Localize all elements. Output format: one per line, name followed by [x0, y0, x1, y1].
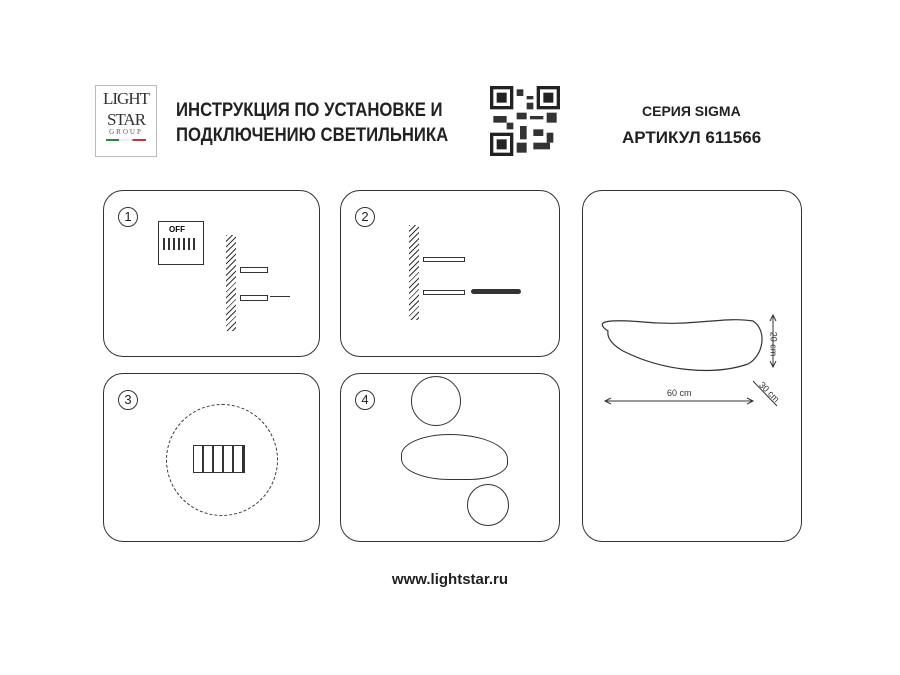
width-dimension: 60 cm: [667, 388, 692, 398]
terminal-block-detail: [166, 404, 278, 516]
step-3-panel: [103, 373, 320, 542]
dowel-illustration: [240, 267, 268, 273]
height-dimension: 20 cm: [768, 331, 779, 357]
depth-dimension: 30 cm: [757, 379, 782, 405]
screwdriver-icon: [471, 289, 521, 294]
wall-illustration: [409, 225, 419, 320]
lightstar-logo: [95, 85, 157, 157]
dimensions-panel: [582, 190, 802, 542]
lamp-outline-illustration: [583, 191, 801, 541]
screw-illustration: [423, 290, 465, 295]
arrow-icon: [270, 296, 290, 297]
fixing-detail-illustration: [467, 484, 509, 526]
switch-panel-illustration: [158, 221, 204, 265]
step-number: 2: [355, 207, 375, 227]
lamp-shade-illustration: [401, 434, 508, 480]
off-label: OFF: [169, 225, 185, 234]
logo-line3: GROUP: [109, 128, 143, 136]
italian-flag-stripe: [106, 139, 146, 141]
step-number: 1: [118, 207, 138, 227]
article-number: АРТИКУЛ 611566: [622, 128, 762, 147]
title-line1: ИНСТРУКЦИЯ ПО УСТАНОВКЕ И: [176, 100, 443, 121]
dowel-illustration: [240, 295, 268, 301]
page-title: [176, 98, 448, 148]
step-2-panel: [340, 190, 560, 357]
series-name: СЕРИЯ SIGMA: [642, 103, 741, 119]
step-number: 4: [355, 390, 375, 410]
bulb-detail-illustration: [411, 376, 461, 426]
step-4-panel: [340, 373, 560, 542]
screw-illustration: [423, 257, 465, 262]
step-1-panel: [103, 190, 320, 357]
logo-line2: STAR: [106, 110, 146, 129]
title-line2: ПОДКЛЮЧЕНИЮ СВЕТИЛЬНИКА: [176, 125, 449, 146]
logo-line1: LIGHT: [103, 89, 149, 108]
wall-illustration: [226, 235, 236, 331]
website-link[interactable]: www.lightstar.ru: [391, 571, 509, 588]
step-number: 3: [118, 390, 138, 410]
qr-code-icon: [490, 86, 560, 156]
